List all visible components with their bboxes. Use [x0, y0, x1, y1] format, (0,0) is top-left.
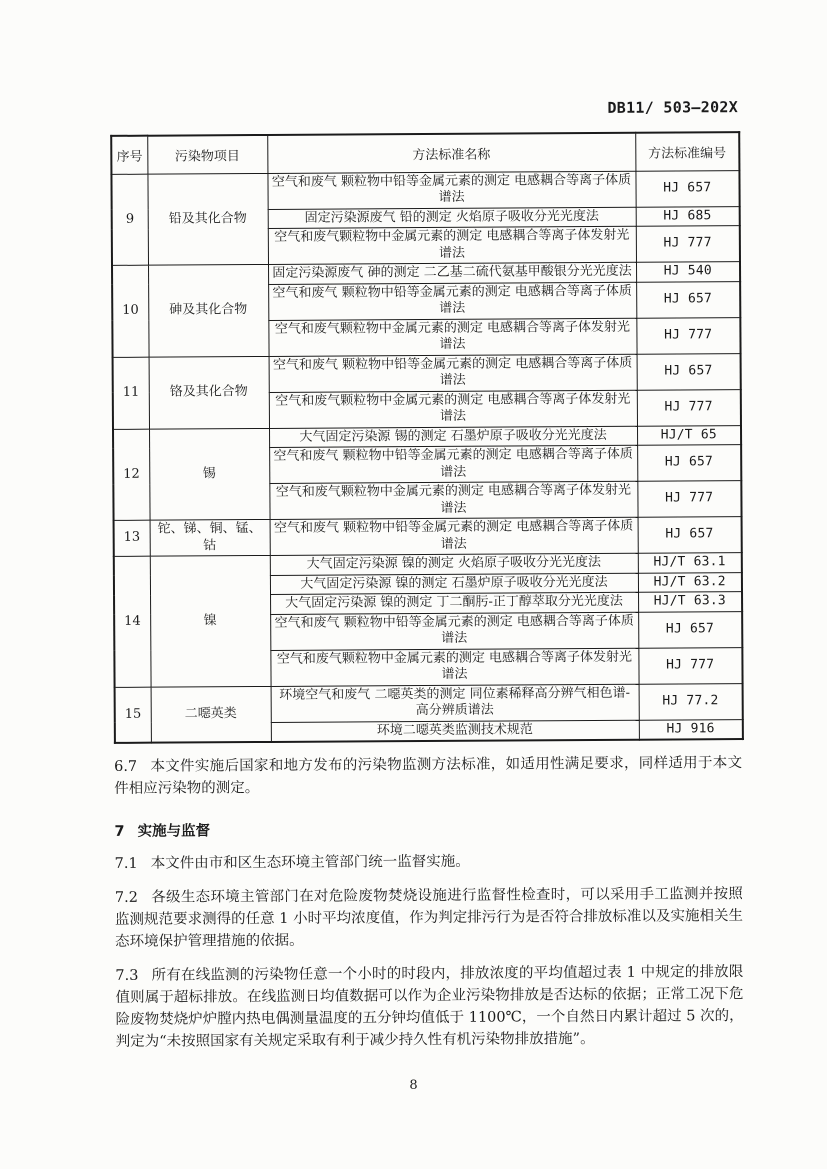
method-name-cell: 空气和废气 颗粒物中铅等金属元素的测定 电感耦合等离子体质谱法: [268, 282, 636, 320]
clause-text: 各级生态环境主管部门在对危险废物焚烧设施进行监督性检查时，可以采用手工监测并按照监测规范要求测得的任意 1 小时平均浓度值，作为判定排污行为是否符合排放标准以及实施相关生态环境保护管理措施的依据。: [114, 886, 744, 950]
method-code-cell: HJ 540: [636, 262, 740, 282]
method-name-cell: 空气和废气颗粒物中金属元素的测定 电感耦合等离子体发射光谱法: [268, 226, 636, 264]
method-name-cell: 空气和废气颗粒物中金属元素的测定 电感耦合等离子体发射光谱法: [269, 390, 637, 428]
method-name-cell: 大气固定污染源 锡的测定 石墨炉原子吸收分光光度法: [269, 426, 637, 448]
table-row: [115, 683, 743, 723]
method-code-cell: HJ/T 63.3: [638, 592, 742, 612]
body-text: [114, 752, 744, 1053]
method-name-cell: 空气和废气 颗粒物中铅等金属元素的测定 电感耦合等离子体质谱法: [270, 612, 638, 650]
table-header: [111, 132, 739, 174]
clause-text: 本文件实施后国家和地方发布的污染物监测方法标准，如适用性满足要求，同样适用于本文件相应污染物的测定。: [114, 755, 743, 797]
method-code-cell: HJ 657: [638, 611, 742, 648]
method-code-cell: HJ/T 63.1: [638, 553, 742, 573]
method-name-cell: 大气固定污染源 镍的测定 丁二酮肟-正丁醇萃取分光光度法: [270, 592, 638, 614]
method-code-cell: HJ 657: [636, 281, 740, 318]
pollutant-cell: 二噁英类: [151, 686, 271, 743]
method-code-cell: HJ 685: [636, 206, 740, 226]
method-name-cell: 空气和废气 颗粒物中铅等金属元素的测定 电感耦合等离子体质谱法: [267, 171, 635, 209]
column-header-method-name: 方法标准名称: [267, 133, 635, 173]
clause-number: 7.2: [114, 889, 138, 906]
method-name-cell: 空气和废气 颗粒物中铅等金属元素的测定 电感耦合等离子体质谱法: [269, 354, 637, 392]
clause-text: 所有在线监测的污染物任意一个小时的时段内，排放浓度的平均值超过表 1 中规定的排放限值则属于超标排放。在线监测日均值数据可以作为企业污染物排放是否达标的依据；正常工况下危险废物焚烧炉炉膛内热电偶测量温度的五分钟均值低于 1100℃，一个自然日内累计超过 5 次的，判定为“未按照国家有关规定采取有利于减少持久性有机污染物排放措施”。: [115, 964, 744, 1050]
document-code-header: DB11/ 503—202X: [607, 98, 739, 117]
clause-text: 本文件由市和区生态环境主管部门统一监督实施。: [150, 853, 470, 872]
clause-number: 6.7: [114, 758, 138, 775]
row-number-cell: 15: [115, 687, 151, 743]
clause-6-7: [114, 752, 742, 800]
clause-7-2: [115, 883, 743, 953]
method-name-cell: 空气和废气颗粒物中金属元素的测定 电感耦合等离子体发射光谱法: [270, 648, 638, 686]
column-header-no: 序号: [111, 136, 147, 174]
method-code-cell: HJ/T 63.2: [638, 572, 742, 592]
table-row: [111, 170, 739, 210]
method-code-cell: HJ 657: [635, 170, 739, 207]
table-row: [114, 517, 742, 557]
row-number-cell: 14: [114, 556, 151, 687]
method-code-cell: HJ 77.2: [639, 683, 743, 720]
section-7-heading: [114, 816, 742, 841]
pollutant-cell: 铅及其化合物: [147, 173, 268, 265]
method-code-cell: HJ 777: [637, 389, 741, 426]
method-code-cell: HJ 777: [636, 317, 740, 354]
method-code-cell: HJ 777: [637, 481, 741, 518]
method-name-cell: 空气和废气 颗粒物中铅等金属元素的测定 电感耦合等离子体质谱法: [269, 445, 637, 483]
method-standards-table: [110, 131, 744, 744]
method-code-cell: HJ 657: [637, 353, 741, 390]
row-number-cell: 10: [112, 265, 149, 357]
method-name-cell: 空气和废气颗粒物中金属元素的测定 电感耦合等离子体发射光谱法: [269, 481, 637, 519]
section-number: 7: [114, 823, 125, 840]
column-header-pollutant: 污染物项目: [147, 135, 267, 174]
method-name-cell: 环境二噁英类监测技术规范: [271, 720, 639, 742]
clause-7-3: [115, 961, 744, 1053]
method-name-cell: 空气和废气颗粒物中金属元素的测定 电感耦合等离子体发射光谱法: [268, 318, 636, 356]
page-number: 8: [409, 1078, 418, 1093]
column-header-method-code: 方法标准编号: [635, 132, 739, 171]
table-header-row: [111, 132, 739, 174]
pollutant-cell: 铊、锑、铜、锰、钴: [150, 519, 270, 556]
table-row: [113, 353, 741, 393]
section-title: 实施与监督: [137, 823, 211, 840]
method-code-cell: HJ 916: [639, 719, 743, 740]
page-content: [110, 98, 744, 1053]
row-number-cell: 9: [111, 174, 148, 266]
method-code-cell: HJ 777: [638, 647, 742, 684]
pollutant-cell: 砷及其化合物: [148, 264, 269, 356]
pollutant-cell: 锡: [149, 428, 270, 520]
clause-number: 7.1: [114, 855, 138, 872]
method-name-cell: 固定污染源废气 铅的测定 火焰原子吸收分光光度法: [268, 207, 636, 229]
row-number-cell: 13: [114, 520, 150, 556]
method-code-cell: HJ/T 65: [637, 425, 741, 445]
method-code-cell: HJ 657: [638, 517, 742, 554]
method-name-cell: 环境空气和废气 二噁英类的测定 同位素稀释高分辨气相色谱-高分辨质谱法: [271, 684, 639, 722]
row-number-cell: 11: [113, 357, 149, 429]
method-name-cell: 大气固定污染源 镍的测定 石墨炉原子吸收分光光度法: [270, 573, 638, 595]
clause-7-1: [115, 849, 743, 875]
row-number-cell: 12: [113, 429, 150, 521]
method-code-cell: HJ 777: [636, 226, 740, 263]
table-body: [111, 170, 742, 743]
method-name-cell: 空气和废气 颗粒物中铅等金属元素的测定 电感耦合等离子体质谱法: [270, 517, 638, 555]
pollutant-cell: 铬及其化合物: [149, 356, 269, 429]
clause-number: 7.3: [115, 967, 139, 984]
method-name-cell: 大气固定污染源 镍的测定 火焰原子吸收分光光度法: [270, 553, 638, 575]
pollutant-cell: 镍: [150, 555, 271, 686]
method-name-cell: 固定污染源废气 砷的测定 二乙基二硫代氨基甲酸银分光光度法: [268, 262, 636, 284]
method-code-cell: HJ 657: [637, 445, 741, 482]
